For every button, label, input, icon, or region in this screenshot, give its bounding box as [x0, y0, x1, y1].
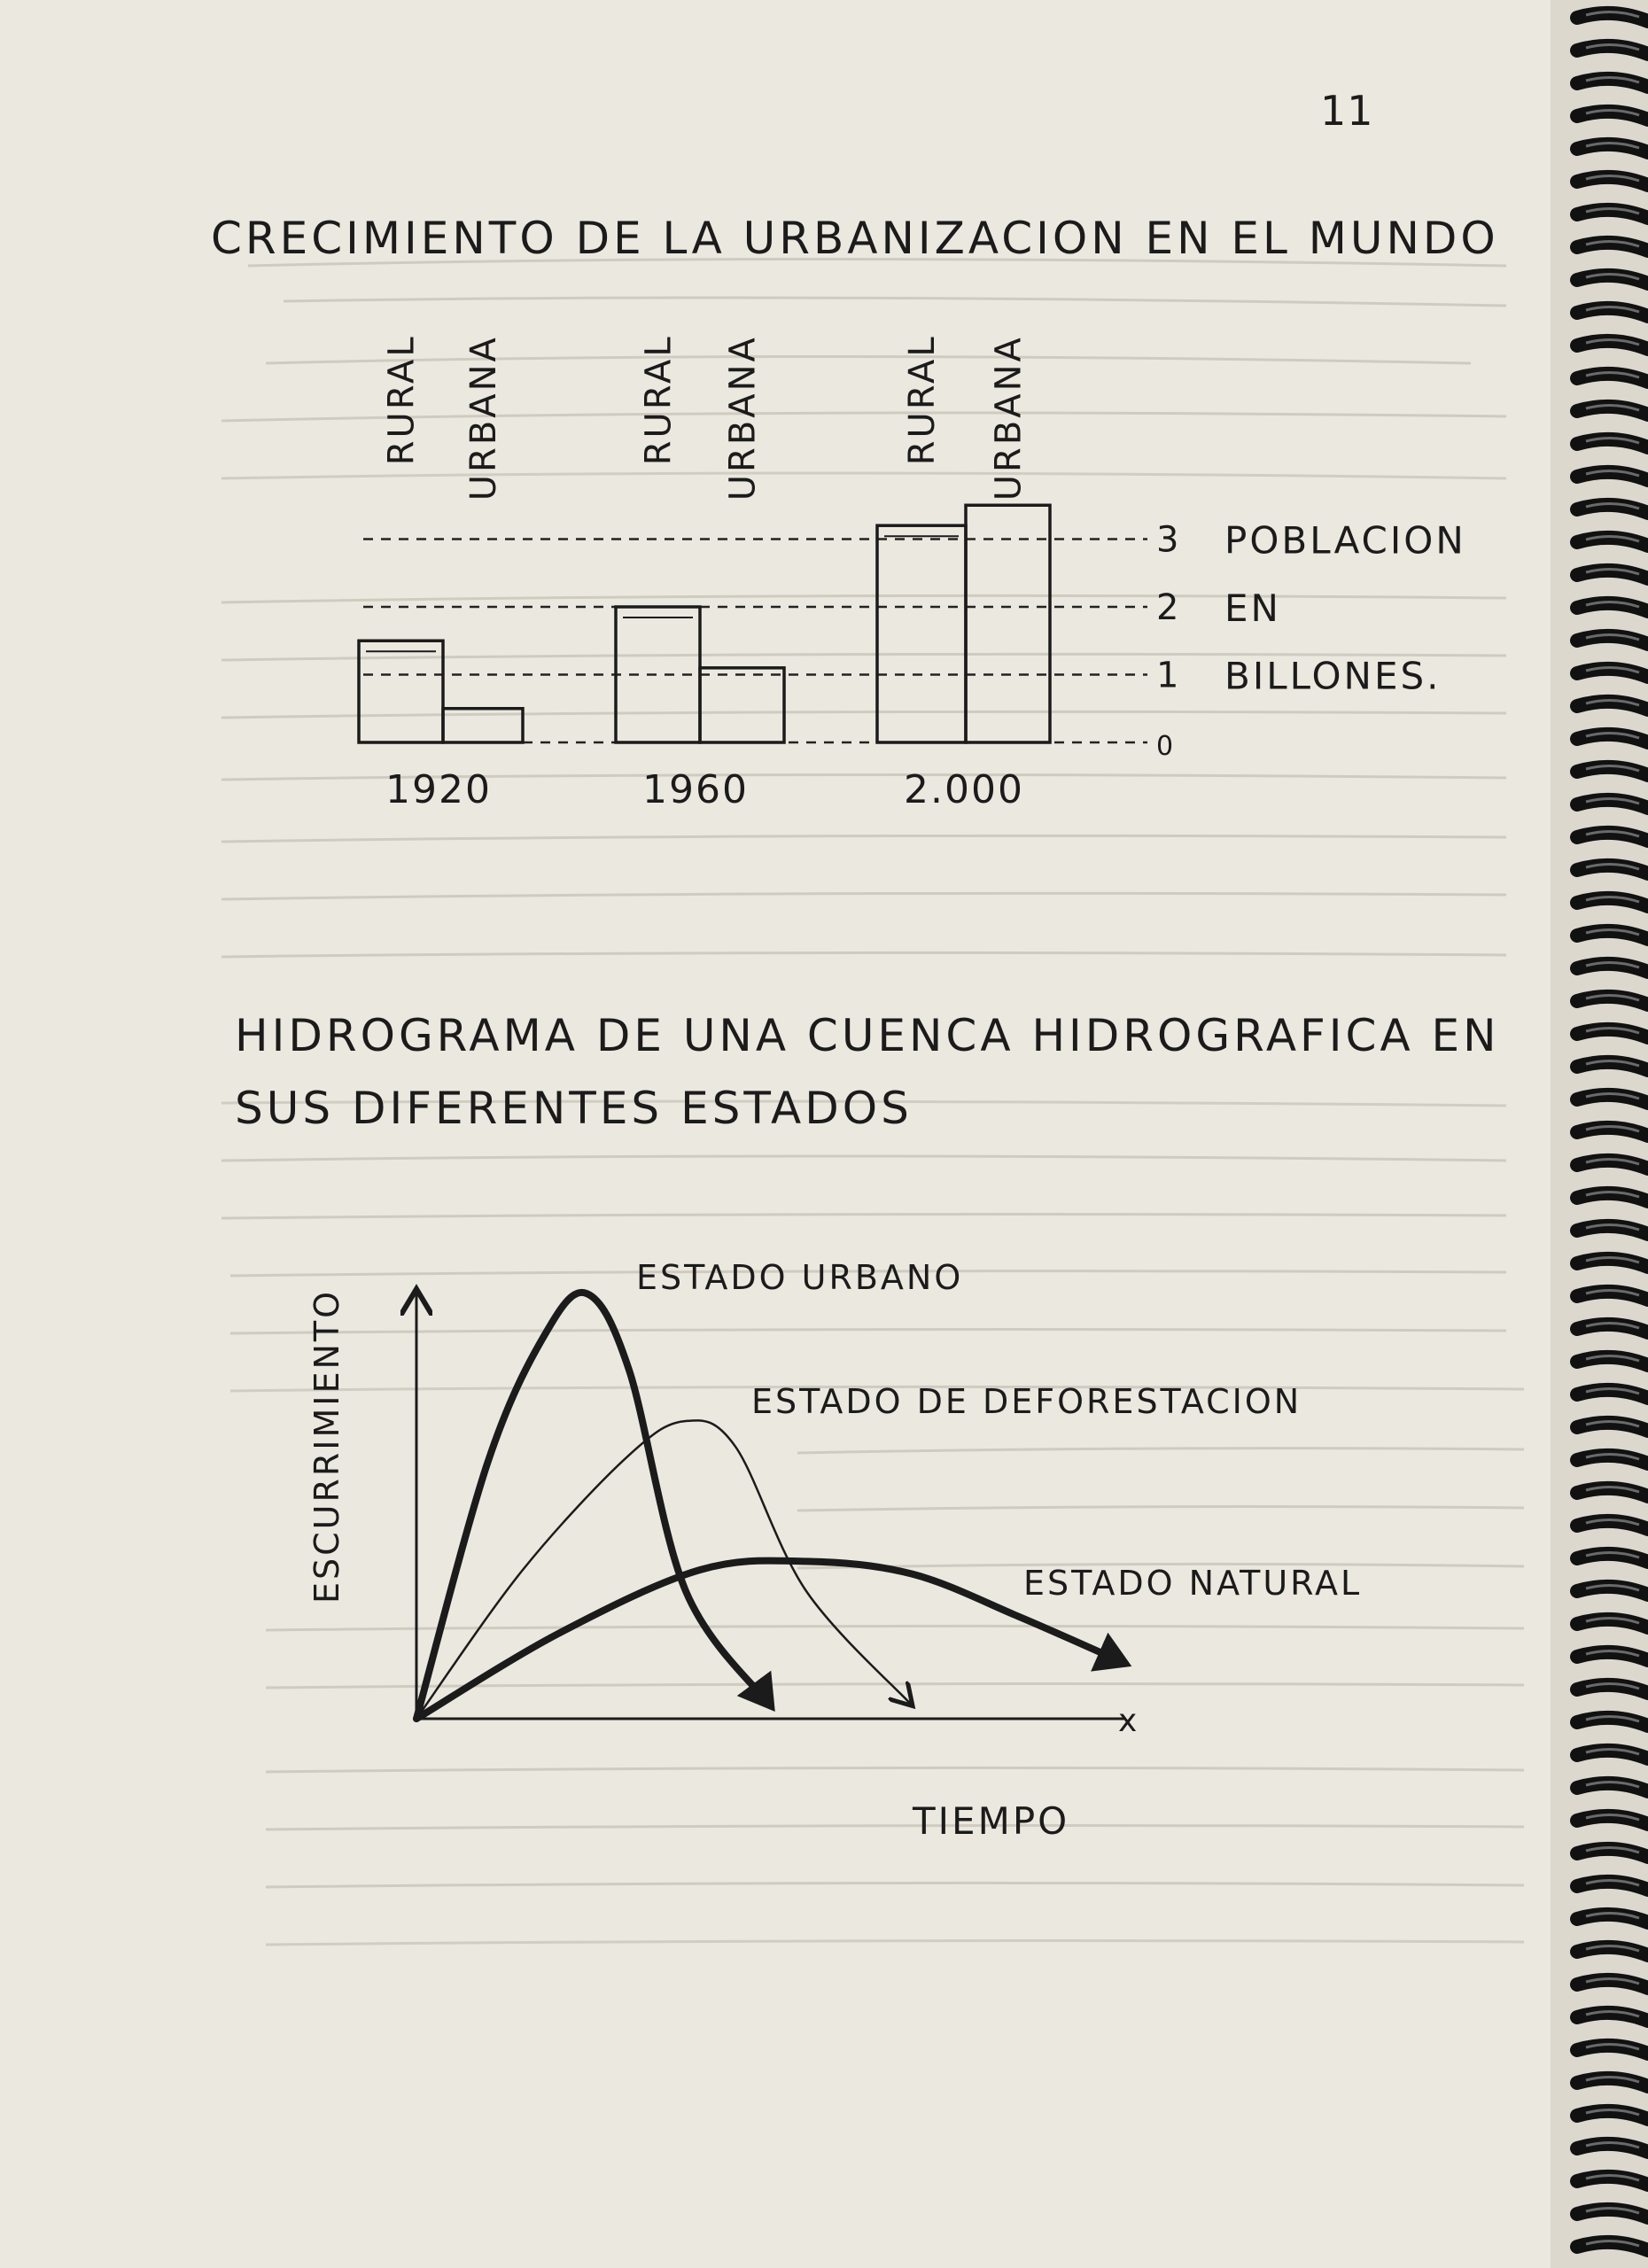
curve-estado-urbano	[416, 1293, 771, 1719]
y-tick-label-3: 3	[1156, 519, 1179, 561]
bar-label-urbana-1920: URBANA	[463, 335, 504, 501]
page-number: 11	[1320, 87, 1374, 135]
y-axis-label: ESCURRIMIENTO	[307, 1288, 346, 1604]
bar-label-urbana-1960: URBANA	[722, 335, 764, 501]
y-tick-label-0: 0	[1156, 731, 1174, 762]
y-tick-label-2: 2	[1156, 587, 1179, 628]
y-axis-label-line-2: EN	[1224, 586, 1281, 630]
curve-estado-natural	[416, 1560, 1125, 1719]
y-axis-label-line-1: POBLACION	[1224, 518, 1466, 563]
hydrograph-chart	[0, 1152, 1648, 1949]
bar-urbana-2.000	[966, 505, 1050, 742]
bar-chart-title: CRECIMIENTO DE LA URBANIZACION EN EL MUNDO	[211, 213, 1499, 264]
series-label-estado-natural: ESTADO NATURAL	[1023, 1564, 1363, 1603]
bar-label-rural-1960: RURAL	[638, 334, 680, 466]
bar-label-rural-2.000: RURAL	[902, 334, 943, 466]
category-label-2.000: 2.000	[904, 767, 1024, 812]
bar-urbana-1920	[443, 709, 523, 742]
series-label-estado-urbano: ESTADO URBANO	[636, 1258, 964, 1297]
hydrograph-title-line-1: HIDROGRAMA DE UNA CUENCA HIDROGRAFICA EN	[235, 1010, 1500, 1061]
y-axis-label-line-3: BILLONES.	[1224, 654, 1442, 698]
bar-rural-2.000	[877, 525, 966, 742]
bar-urbana-1960	[700, 668, 784, 742]
y-tick-label-1: 1	[1156, 655, 1179, 696]
series-label-estado-de-deforestacion: ESTADO DE DEFORESTACION	[751, 1382, 1302, 1421]
x-axis-symbol: x	[1118, 1703, 1138, 1739]
urbanization-bar-chart	[0, 0, 1648, 886]
category-label-1960: 1960	[642, 767, 749, 812]
hydrograph-title-line-2: SUS DIFERENTES ESTADOS	[235, 1083, 913, 1134]
category-label-1920: 1920	[385, 767, 492, 812]
x-axis-label: TIEMPO	[913, 1799, 1070, 1843]
bar-label-rural-1920: RURAL	[381, 334, 423, 466]
bar-rural-1920	[359, 641, 443, 742]
bar-label-urbana-2.000: URBANA	[988, 335, 1030, 501]
